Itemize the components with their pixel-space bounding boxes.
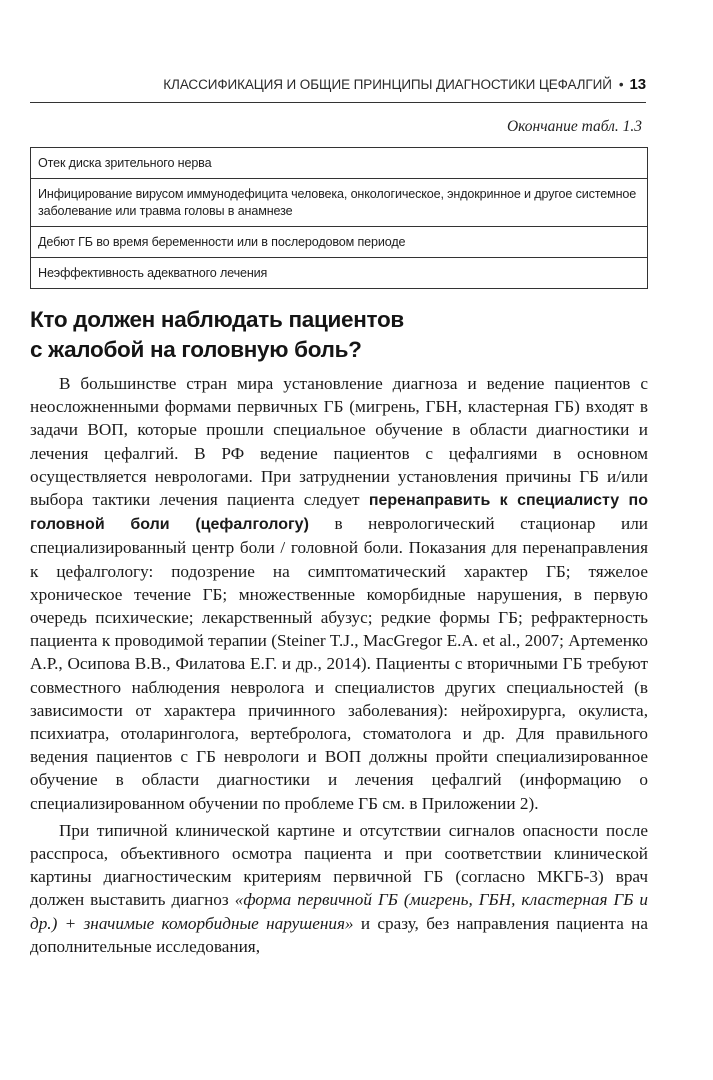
table-caption: Окончание табл. 1.3 xyxy=(506,118,642,135)
table-row: Дебют ГБ во время беременности или в послеродовом периоде xyxy=(31,227,647,258)
running-header xyxy=(30,76,646,93)
header-bullet: • xyxy=(618,77,624,92)
paragraph xyxy=(30,819,648,958)
table-row: Инфицирование вирусом иммунодефицита человека, онкологическое, эндокринное и другое системное заболевание или травма головы в анамнезе xyxy=(31,179,647,227)
paragraph-text: и сразу, без направления пациента на дополнительные исследования, xyxy=(30,913,648,956)
header-rule xyxy=(30,102,646,103)
paragraph-text: в неврологический стационар или специализированный центр боли / головной боли. Показания для перенаправления к цефалгологу: подозрение на симптоматический характер ГБ; тяжелое хроническое течение ГБ; множественные коморбидные нарушения, в первую очередь психические; лекарственный абузус; редкие формы ГБ; рефрактерность пациента к проводимой терапии (Steiner T.J., MacGregor E.A. et al., 2007; Артеменко А.Р., Осипова В.В., Филатова Е.Г. и др., 2014). Пациенты с вторичными ГБ требуют совместного наблюдения невролога и специалистов других специальностей (в зависимости от характера причинного заболевания): нейрохирурга, окулиста, психиатра, отоларинголога, вертебролога, стоматолога и др. Для правильного ведения пациентов с ГБ неврологи и ВОП должны пройти специализированное обучение в области диагностики и лечения цефалгий (информацию о специализированном обучении по проблеме ГБ см. в Приложении 2). xyxy=(30,514,648,813)
section-title-line-2: с жалобой на головную боль? xyxy=(30,337,362,362)
paragraph xyxy=(30,372,648,815)
table-row: Неэффективность адекватного лечения xyxy=(38,266,268,280)
paragraph-text: В большинстве стран мира установление диагноза и ведение пациентов с неосложненными формами первичных ГБ (мигрень, ГБН, кластерная ГБ) входят в задачи ВОП, которые прошли специальное обучение в области диагностики и лечения цефалгий. В РФ ведение пациентов с цефалгиями в основном осуществляется неврологами. При затруднении установления причины ГБ и/или выбора тактики лечения пациента следует xyxy=(30,374,648,510)
page-number: 13 xyxy=(629,76,646,93)
paragraph-italic-text: «форма первичной ГБ (мигрень, ГБН, кластерная ГБ и др.) + значимые коморбидные нарушения» xyxy=(30,890,649,933)
section-title xyxy=(30,305,650,365)
body-text xyxy=(30,372,648,958)
running-title: КЛАССИФИКАЦИЯ И ОБЩИЕ ПРИНЦИПЫ ДИАГНОСТИКИ ЦЕФАЛГИЙ xyxy=(163,77,612,92)
table-row: Отек диска зрительного нерва xyxy=(31,148,647,179)
paragraph-bold-text: перенаправить к специалисту по головной боли (цефалгологу) xyxy=(30,492,648,534)
paragraph-text: При типичной клинической картине и отсутствии сигналов опасности после расспроса, объективного осмотра пациента и при соответствии клинической картины диагностическим критериям первичной ГБ (согласно МКГБ-3) врач должен выставить диагноз xyxy=(30,820,648,910)
section-title-line-1: Кто должен наблюдать пациентов xyxy=(30,307,404,332)
criteria-table xyxy=(30,147,648,289)
